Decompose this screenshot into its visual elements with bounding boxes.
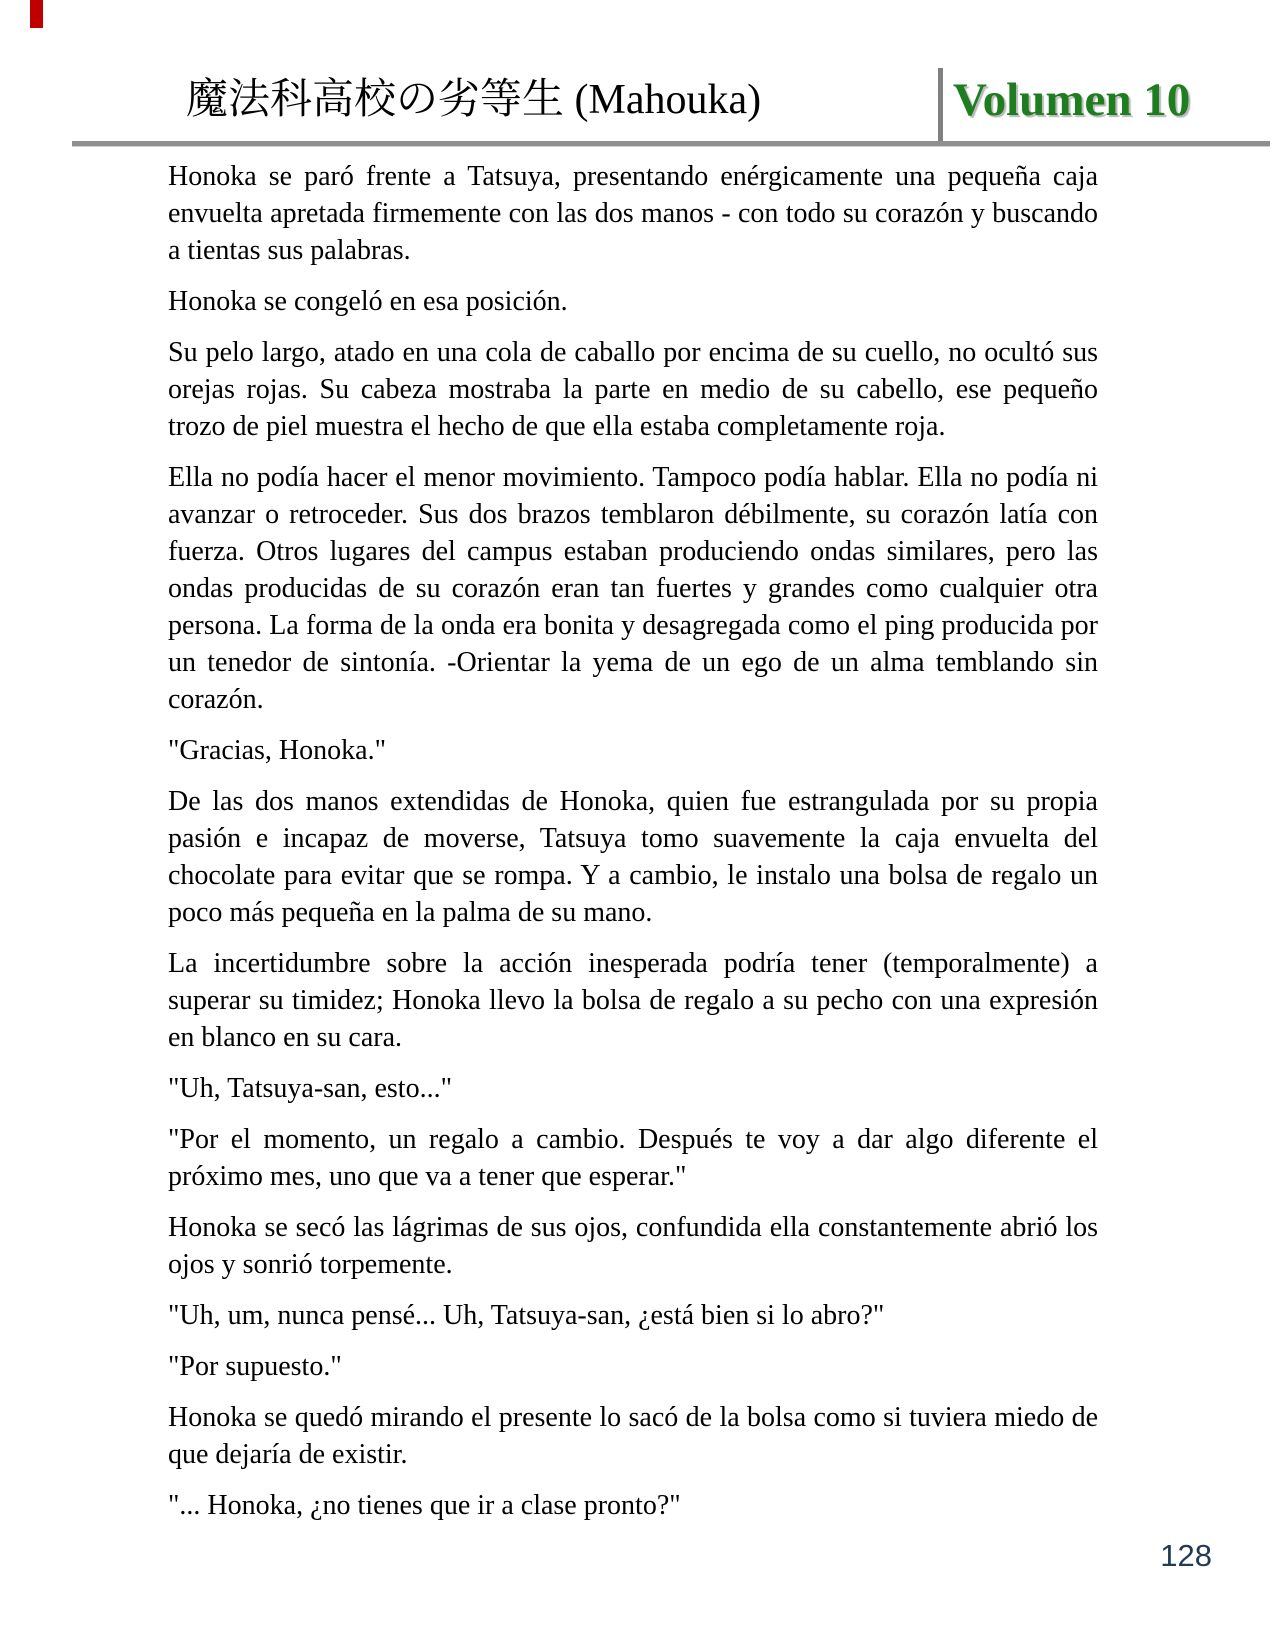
page-header	[0, 0, 1275, 150]
paragraph: "Por el momento, un regalo a cambio. Después te voy a dar algo diferente el próximo mes, uno que va a tener que esperar."	[168, 1124, 1098, 1192]
paragraph: Honoka se paró frente a Tatsuya, presentando enérgicamente una pequeña caja envuelta apretada firmemente con las dos manos - con todo su corazón y buscando a tientas sus palabras.	[168, 161, 1098, 266]
header-divider	[72, 141, 1270, 147]
paragraph: Ella no podía hacer el menor movimiento. Tampoco podía hablar. Ella no podía ni avanzar o retroceder. Sus dos brazos temblaron débilmente, su corazón latía con fuerza. Otros lugares del campus estaban produciendo ondas similares, pero las ondas producidas de su corazón eran tan fuertes y grandes como cualquier otra persona. La forma de la onda era bonita y desagregada como el ping producida por un tenedor de sintonía. -Orientar la yema de un ego de un alma temblando sin corazón.	[168, 462, 1098, 715]
paragraph: Honoka se quedó mirando el presente lo sacó de la bolsa como si tuviera miedo de que dejaría de existir.	[168, 1402, 1098, 1470]
paragraph: "Por supuesto."	[168, 1351, 342, 1382]
document-title: 魔法科高校の劣等生 (Mahouka)	[186, 77, 762, 123]
body-text	[168, 158, 1098, 1538]
paragraph: Honoka se congeló en esa posición.	[168, 286, 568, 317]
paragraph: "Uh, Tatsuya-san, esto..."	[168, 1073, 453, 1104]
paragraph: Honoka se secó las lágrimas de sus ojos, confundida ella constantemente abrió los ojos y sonrió torpemente.	[168, 1212, 1098, 1280]
paragraph: De las dos manos extendidas de Honoka, quien fue estrangulada por su propia pasión e incapaz de moverse, Tatsuya tomo suavemente la caja envuelta del chocolate para evitar que se rompa. Y a cambio, le instalo una bolsa de regalo un poco más pequeña en la palma de su mano.	[168, 786, 1098, 928]
paragraph: "Uh, um, nunca pensé... Uh, Tatsuya-san, ¿está bien si lo abro?"	[168, 1300, 885, 1331]
volume-label: Volumen 10	[953, 74, 1191, 126]
page-number: 128	[1160, 1538, 1212, 1573]
paragraph: "Gracias, Honoka."	[168, 735, 387, 766]
header-separator-bar	[938, 68, 943, 147]
paragraph: La incertidumbre sobre la acción inesperada podría tener (temporalmente) a superar su timidez; Honoka llevo la bolsa de regalo a su pecho con una expresión en blanco en su cara.	[168, 948, 1098, 1053]
paragraph: Su pelo largo, atado en una cola de caballo por encima de su cuello, no ocultó sus orejas rojas. Su cabeza mostraba la parte en medio de su cabello, ese pequeño trozo de piel muestra el hecho de que ella estaba completamente roja.	[168, 337, 1098, 442]
paragraph: "... Honoka, ¿no tienes que ir a clase pronto?"	[168, 1490, 681, 1521]
